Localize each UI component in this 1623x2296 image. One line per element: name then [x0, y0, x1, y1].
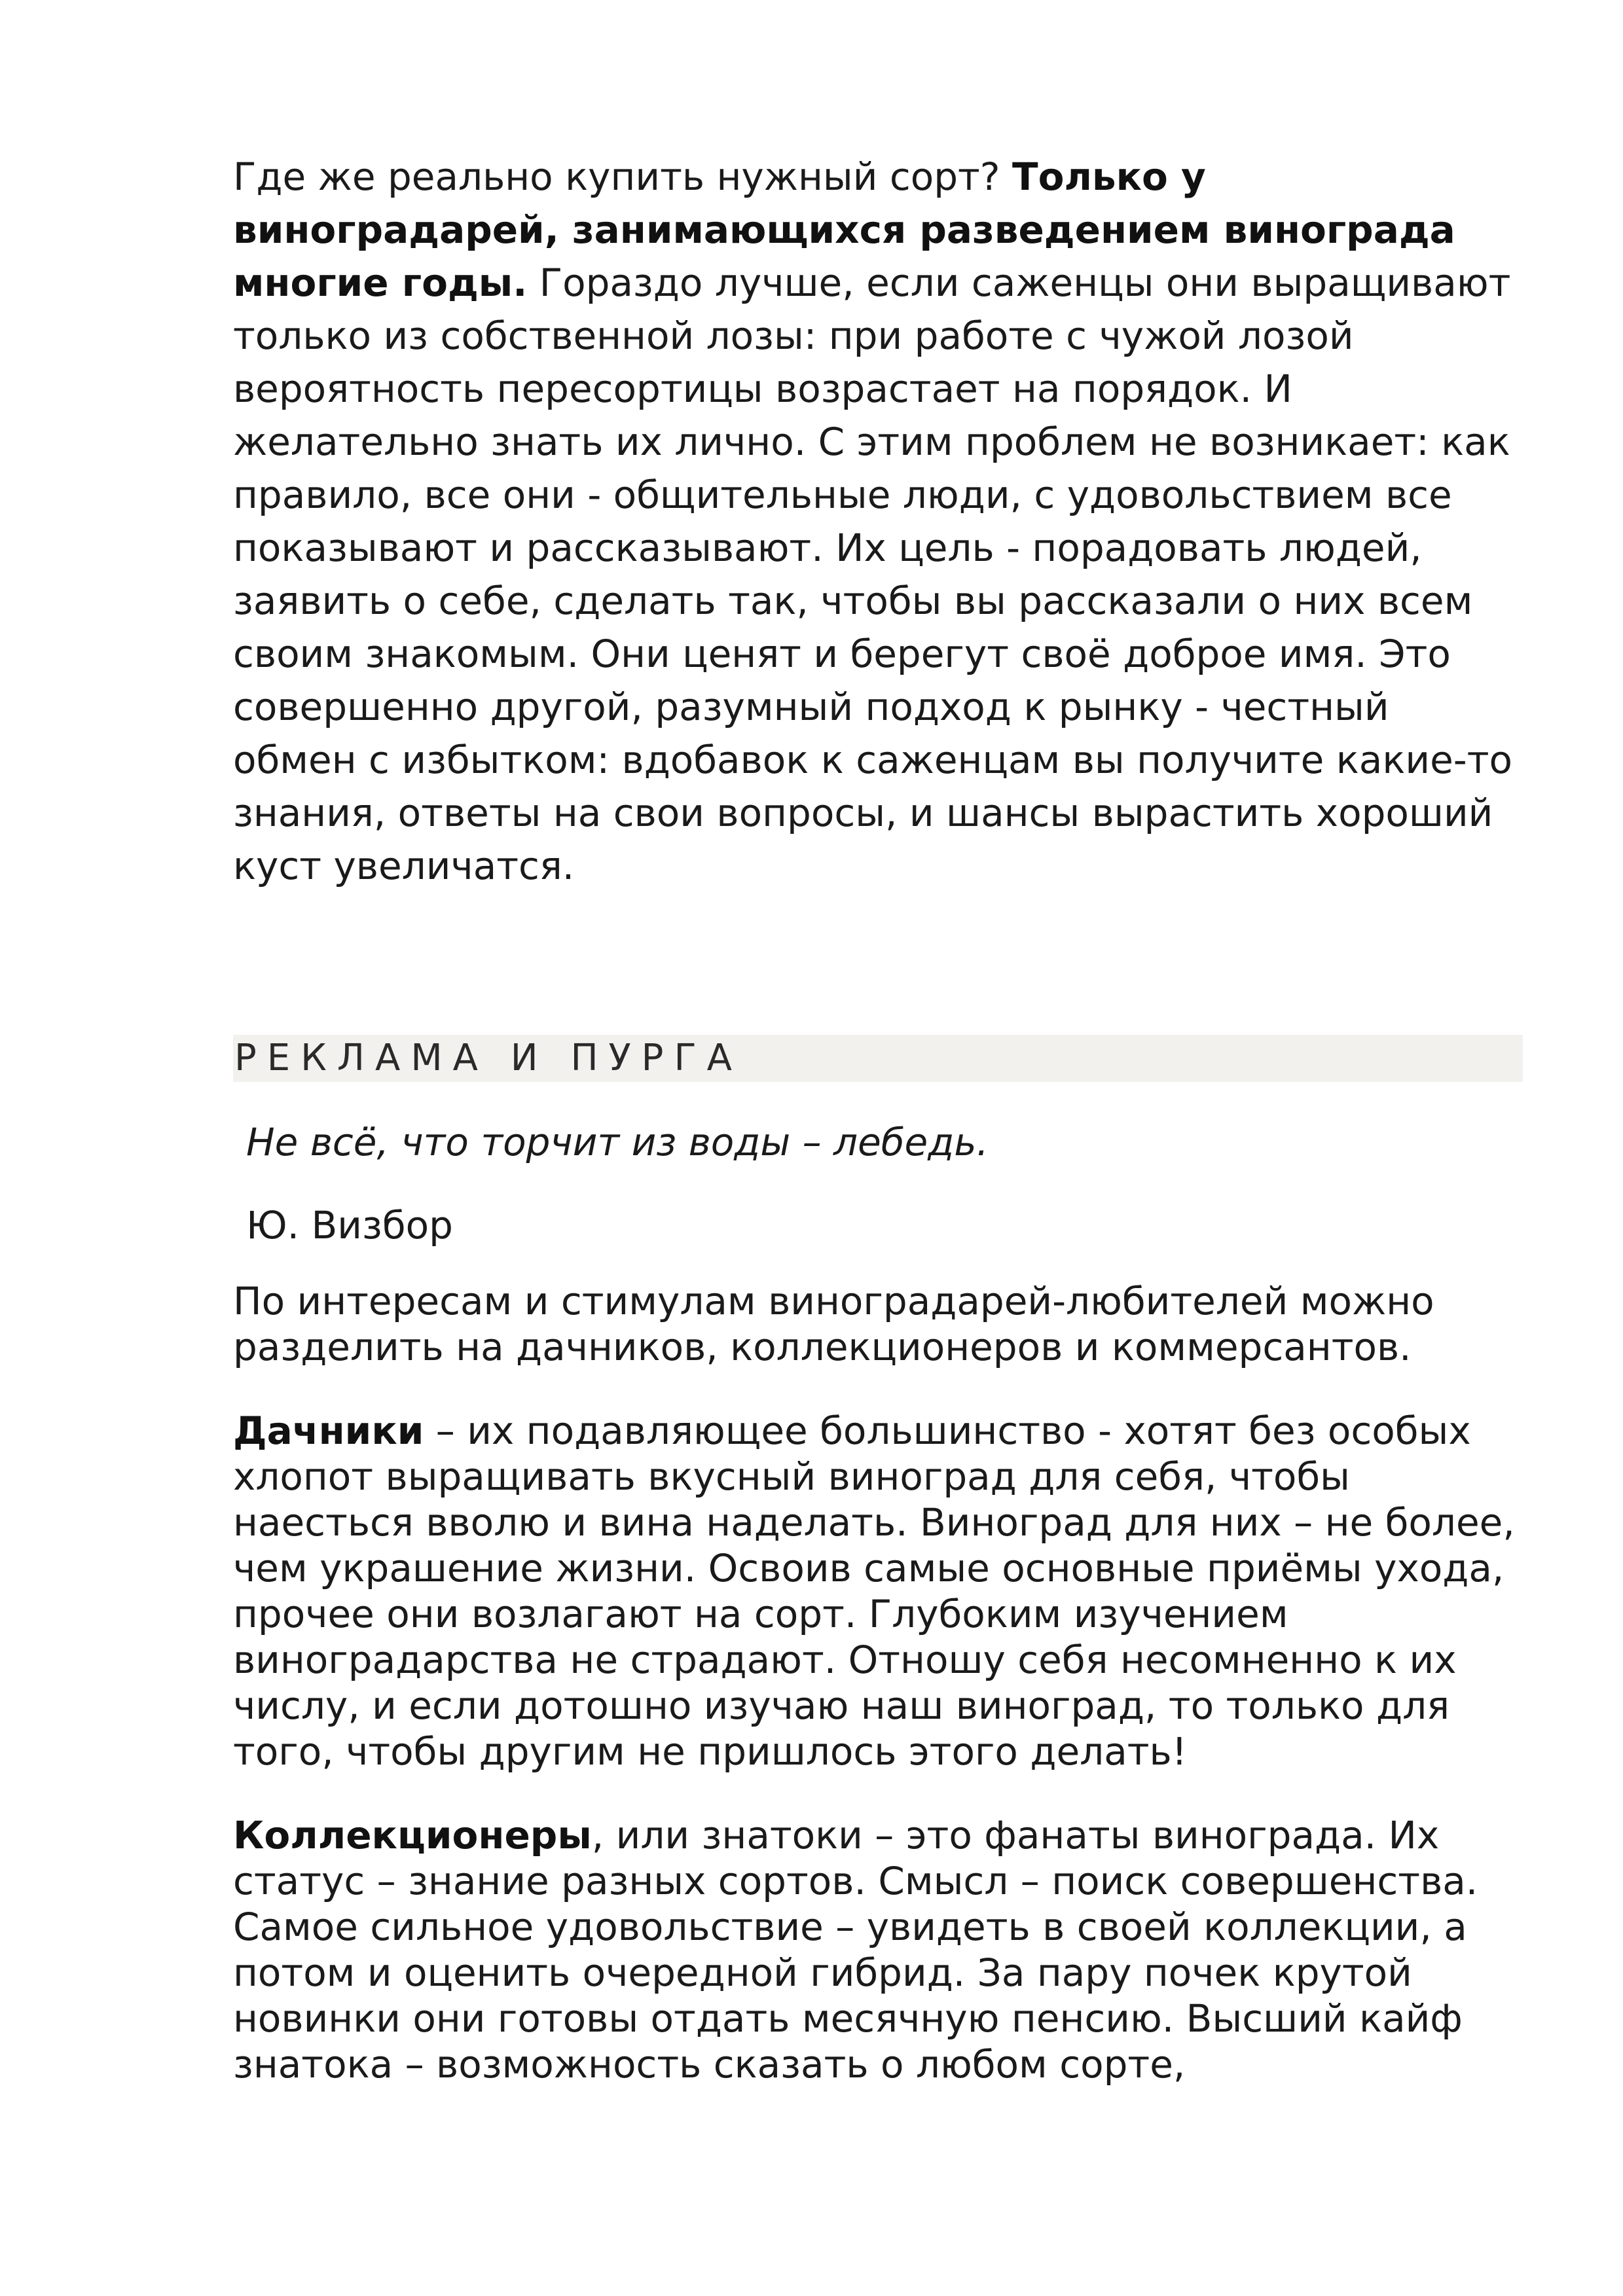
classification-paragraph: По интересам и стимулам виноградарей-любителей можно разделить на дачников, коллекционеров и коммерсантов. [233, 1279, 1434, 1369]
epigraph-author: Ю. Визбор [246, 1203, 453, 1247]
intro-text-rest: Гораздо лучше, если саженцы они выращивают только из собственной лозы: при работе с чужой лозой вероятность пересортицы возрастает на порядок. И желательно знать их лично. С этим проблем не возникает: как правило, все они - общительные люди, с удовольствием все показывают и рассказывают. Их цель - порадовать людей, заявить о себе, сделать так, чтобы вы рассказали о них всем своим знакомым. Они ценят и берегут своё доброе имя. Это совершенно другой, разумный подход к рынку - честный обмен с избытком: вдобавок к саженцам вы получите какие-то знания, ответы на свои вопросы, и шансы вырастить хороший куст увеличатся. [233, 260, 1512, 888]
dachniki-term: Дачники [233, 1408, 424, 1453]
document-page [233, 151, 1523, 2087]
collectors-term: Коллекционеры [233, 1813, 592, 1857]
section-heading: РЕКЛАМА И ПУРГА [233, 1035, 1523, 1082]
intro-bold-text: Только у виноградарей, занимающихся разведением винограда многие годы. [233, 154, 1455, 305]
collectors-text: , или знатоки – это фанаты винограда. Их статус – знание разных сортов. Смысл – поиск совершенства. Самое сильное удовольствие – увидеть в своей коллекции, а потом и оценить очередной гибрид. За пару почек крутой новинки они готовы отдать месячную пенсию. Высший кайф знатока – возможность сказать о любом сорте, [233, 1813, 1478, 2087]
dachniki-paragraph [233, 1408, 1523, 1774]
epigraph-quote: Не всё, что торчит из воды – лебедь. [246, 1120, 989, 1164]
collectors-paragraph [233, 1812, 1523, 2087]
dachniki-text: – их подавляющее большинство - хотят без особых хлопот выращивать вкусный виноград для себя, чтобы наесться вволю и вина наделать. Виноград для них – не более, чем украшение жизни. Освоив самые основные приёмы ухода, прочее они возлагают на сорт. Глубоким изучением виноградарства не страдают. Отношу себя несомненно к их числу, и если дотошно изучаю наш виноград, то только для того, чтобы другим не пришлось этого делать! [233, 1408, 1515, 1774]
intro-paragraph [233, 151, 1523, 893]
intro-text-start: Где же реально купить нужный сорт? [233, 154, 1013, 199]
